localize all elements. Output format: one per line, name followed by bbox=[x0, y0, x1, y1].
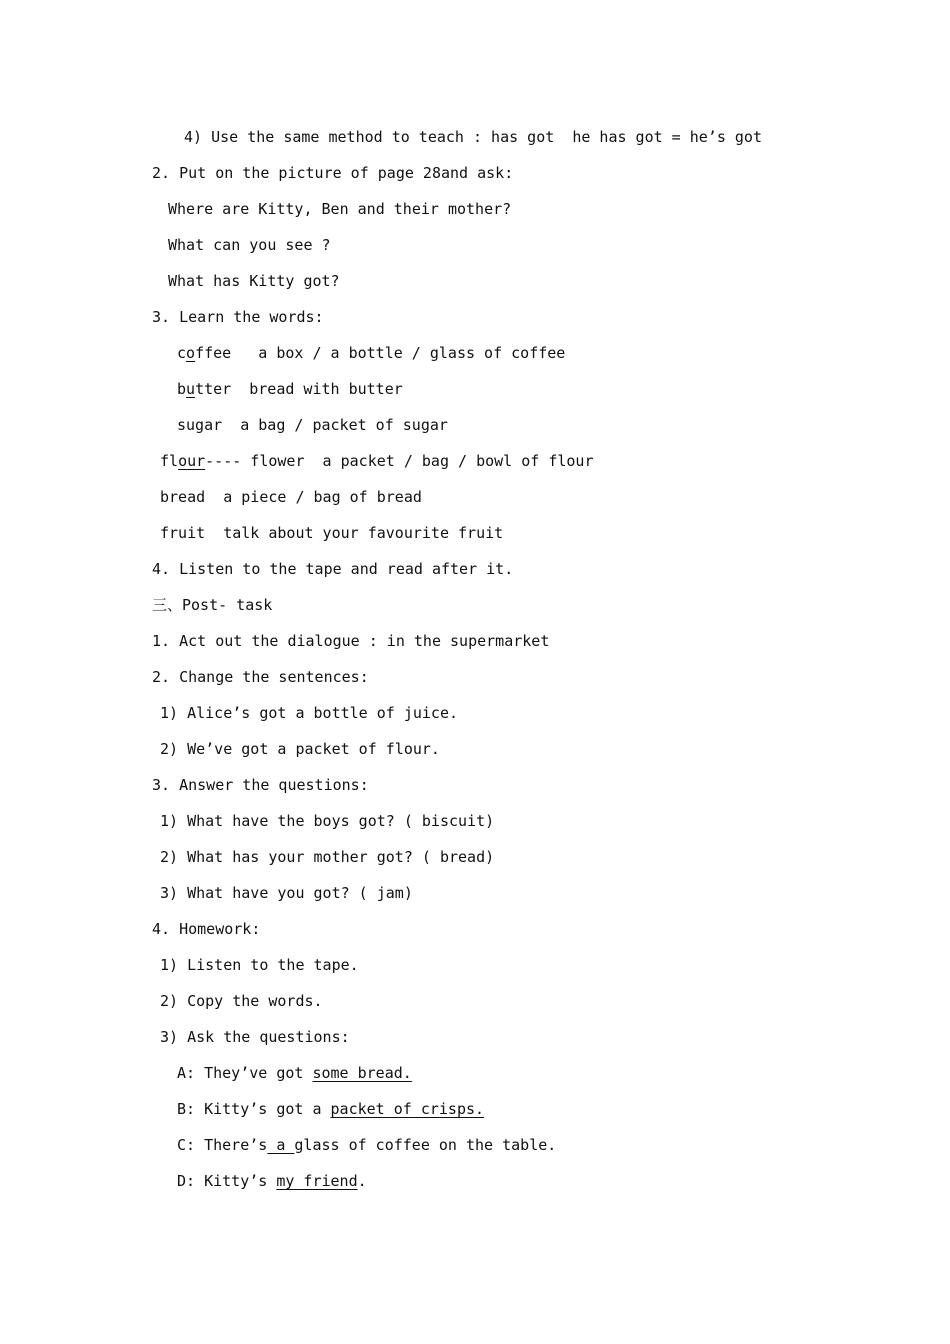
line-21 bbox=[160, 847, 494, 867]
line-text: 2) What has your mother got? ( bread) bbox=[160, 848, 495, 866]
underlined-text: a bbox=[267, 1136, 295, 1154]
line-17 bbox=[160, 703, 458, 723]
line-text: 1) Alice’s got a bottle of juice. bbox=[160, 704, 459, 722]
line-18 bbox=[160, 739, 440, 759]
line-11 bbox=[160, 487, 422, 507]
line-23 bbox=[152, 919, 260, 939]
line-text: C: There’s bbox=[177, 1136, 268, 1154]
line-text: fl bbox=[160, 452, 179, 470]
line-9 bbox=[177, 415, 448, 435]
line-12 bbox=[160, 523, 503, 543]
line-15 bbox=[152, 631, 549, 651]
line-text: What can you see ? bbox=[168, 236, 331, 254]
line-25 bbox=[160, 991, 323, 1011]
underlined-text: some bread. bbox=[312, 1064, 412, 1082]
line-text: A: They’ve got bbox=[177, 1064, 313, 1082]
underlined-text: packet of crisps. bbox=[330, 1100, 485, 1118]
line-1 bbox=[184, 127, 762, 147]
line-30 bbox=[177, 1171, 367, 1191]
line-text: 2. Put on the picture of page 28and ask: bbox=[152, 164, 514, 182]
line-text: . bbox=[357, 1172, 367, 1190]
line-4 bbox=[168, 235, 331, 255]
line-text: fruit talk about your favourite fruit bbox=[160, 524, 504, 542]
line-2 bbox=[152, 163, 513, 183]
line-text: 4) Use the same method to teach : has got he has got = he’s got bbox=[184, 128, 762, 146]
line-3 bbox=[168, 199, 511, 219]
line-13 bbox=[152, 559, 513, 579]
line-text: Where are Kitty, Ben and their mother? bbox=[168, 200, 512, 218]
line-text: 3) Ask the questions: bbox=[160, 1028, 350, 1046]
line-text: bread a piece / bag of bread bbox=[160, 488, 422, 506]
line-6 bbox=[152, 307, 324, 327]
underlined-text: u bbox=[186, 380, 196, 398]
line-text: b bbox=[177, 380, 187, 398]
line-text: D: Kitty’s bbox=[177, 1172, 277, 1190]
line-22 bbox=[160, 883, 413, 903]
line-text: B: Kitty’s got a bbox=[177, 1100, 331, 1118]
line-14 bbox=[152, 595, 272, 615]
line-10 bbox=[160, 451, 593, 471]
line-text: 3) What have you got? ( jam) bbox=[160, 884, 413, 902]
line-text: 2) Copy the words. bbox=[160, 992, 323, 1010]
line-text: 3. Answer the questions: bbox=[152, 776, 369, 794]
line-16 bbox=[152, 667, 369, 687]
underlined-text: my friend bbox=[276, 1172, 358, 1190]
line-24 bbox=[160, 955, 359, 975]
section-heading: 三、Post- task bbox=[152, 596, 273, 614]
line-text: glass of coffee on the table. bbox=[294, 1136, 557, 1154]
line-text: What has Kitty got? bbox=[168, 272, 340, 290]
line-8 bbox=[177, 379, 403, 399]
line-text: 4. Listen to the tape and read after it. bbox=[152, 560, 514, 578]
line-29 bbox=[177, 1135, 556, 1155]
line-text: 3. Learn the words: bbox=[152, 308, 324, 326]
line-19 bbox=[152, 775, 369, 795]
line-26 bbox=[160, 1027, 350, 1047]
line-27 bbox=[177, 1063, 412, 1083]
line-text: 1. Act out the dialogue : in the supermarket bbox=[152, 632, 550, 650]
underlined-text: our bbox=[178, 452, 206, 470]
line-7 bbox=[177, 343, 565, 363]
line-text: 4. Homework: bbox=[152, 920, 261, 938]
underlined-text: o bbox=[186, 344, 196, 362]
line-text: 2. Change the sentences: bbox=[152, 668, 369, 686]
line-text: ffee a box / a bottle / glass of coffee bbox=[195, 344, 566, 362]
line-28 bbox=[177, 1099, 484, 1119]
line-text: tter bread with butter bbox=[195, 380, 403, 398]
line-20 bbox=[160, 811, 494, 831]
line-text: 2) We’ve got a packet of flour. bbox=[160, 740, 440, 758]
line-text: 1) What have the boys got? ( biscuit) bbox=[160, 812, 495, 830]
line-text: 1) Listen to the tape. bbox=[160, 956, 359, 974]
line-text: ---- flower a packet / bag / bowl of flour bbox=[205, 452, 594, 470]
line-text: c bbox=[177, 344, 187, 362]
line-text: sugar a bag / packet of sugar bbox=[177, 416, 448, 434]
line-5 bbox=[168, 271, 340, 291]
